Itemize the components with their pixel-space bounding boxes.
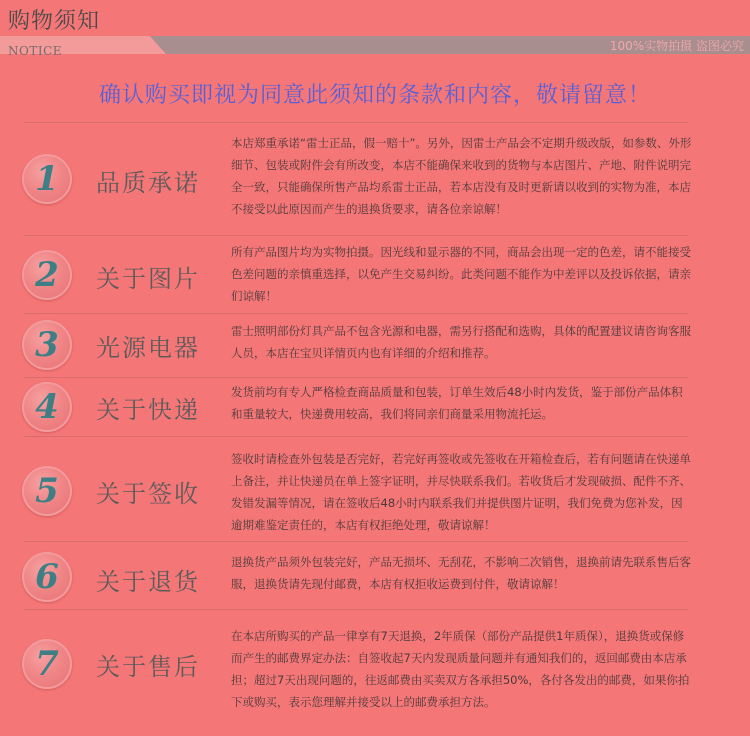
number-badge bbox=[22, 639, 72, 689]
item-title: 关于签收 bbox=[96, 480, 200, 508]
item-title: 光源电器 bbox=[96, 334, 200, 362]
divider bbox=[24, 313, 688, 314]
number-label: 5 bbox=[35, 471, 59, 511]
item-text: 发货前均有专人严格检查商品质量和包装，订单生效后48小时内发货，鉴于部份产品体积和重量较大，快递费用较高，我们将同亲们商量采用物流托运。 bbox=[231, 385, 683, 421]
number-label: 2 bbox=[35, 255, 59, 295]
number-badge bbox=[22, 154, 72, 204]
item-text: 所有产品图片均为实物拍摄。因光线和显示器的不同，商品会出现一定的色差，请不能接受色差问题的亲慎重选择，以免产生交易纠纷。此类问题不能作为中差评以及投诉依据，请亲们谅解！ bbox=[231, 245, 691, 303]
number-label: 1 bbox=[35, 159, 59, 199]
item-text: 本店郑重承诺“雷士正品，假一赔十”。另外，因雷士产品会不定期升级改版，如参数、外形细节、包装或附件会有所改变，本店不能确保来收到的货物与本店图片、产地、附件说明完全一致，只能确保所售产品均系雷士正品，若本店没有及时更新请以收到的实物为准，本店不接受以此原因而产生的退换货要求，请各位亲谅解！ bbox=[231, 136, 692, 216]
divider bbox=[24, 122, 688, 123]
number-badge bbox=[22, 250, 72, 300]
notice-right-text: 100%实物拍摄 盗图必究 bbox=[609, 39, 744, 53]
notice-label: NOTICE bbox=[8, 44, 63, 58]
divider bbox=[24, 377, 688, 378]
divider bbox=[24, 235, 688, 236]
item-title: 关于售后 bbox=[96, 653, 200, 681]
number-label: 4 bbox=[35, 387, 59, 427]
item-text: 在本店所购买的产品一律享有7天退换，2年质保（部份产品提供1年质保），退换货或保修而产生的邮费界定办法：自签收起7天内发现质量问题并有通知我们的，返回邮费由本店承担；超过7天出现问题的，往返邮费由买卖双方各承担50%，各付各发出的邮费，如果你拍下或购买，表示您理解并接受以上的邮费承担方法。 bbox=[231, 629, 690, 709]
page-title: 购物须知 bbox=[8, 9, 101, 34]
number-badge bbox=[22, 320, 72, 370]
item-title: 关于退货 bbox=[96, 568, 200, 596]
item-title: 品质承诺 bbox=[96, 169, 200, 197]
divider bbox=[24, 609, 688, 610]
number-label: 3 bbox=[35, 325, 59, 365]
divider bbox=[24, 541, 688, 542]
headline: 确认购买即视为同意此须知的条款和内容，敬请留意！ bbox=[98, 83, 651, 108]
item-text: 退换货产品须外包装完好，产品无损坏、无刮花，不影响二次销售，退换前请先联系售后客服，退换货请先现付邮费，本店有权拒收运费到付件，敬请谅解！ bbox=[231, 555, 691, 591]
item-text: 签收时请检查外包装是否完好，若完好再签收或先签收在开箱检查后，若有问题请在快递单上备注，并让快递员在单上签字证明，并尽快联系我们。若收货后才发现破损、配件不齐、发错发漏等情况，请在签收后48小时内联系我们并提供图片证明，我们免费为您补发，因逾期难鉴定责任的，本店有权拒绝处理，敬请谅解！ bbox=[231, 452, 691, 532]
number-label: 7 bbox=[35, 644, 59, 684]
number-label: 6 bbox=[35, 557, 59, 597]
item-title: 关于图片 bbox=[96, 265, 200, 293]
number-badge bbox=[22, 466, 72, 516]
number-badge bbox=[22, 382, 72, 432]
item-text: 雷士照明部份灯具产品不包含光源和电器，需另行搭配和选购，具体的配置建议请咨询客服人员，本店在宝贝详情页内也有详细的介绍和推荐。 bbox=[231, 324, 691, 360]
divider bbox=[24, 436, 688, 437]
number-badge bbox=[22, 552, 72, 602]
item-title: 关于快递 bbox=[96, 396, 200, 424]
